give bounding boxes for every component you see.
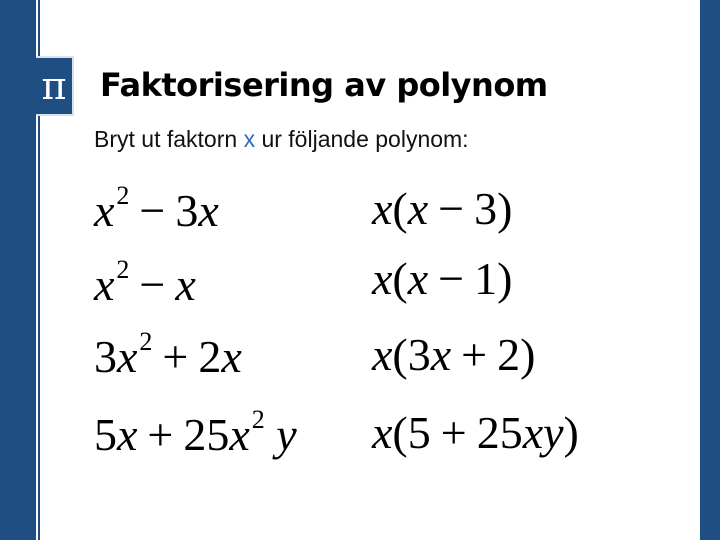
slide-title: Faktorisering av polynom <box>100 66 548 104</box>
expression-1: $x^2 - 3x$ <box>94 181 219 236</box>
instruction-text <box>94 126 469 153</box>
pi-icon: π <box>41 64 67 108</box>
instruction-before: Bryt ut faktorn <box>94 126 244 152</box>
expression-2: $x^2 - x$ <box>94 255 196 310</box>
instruction-highlight: x <box>243 126 256 152</box>
expression-3: $3x^2 + 2x$ <box>94 327 242 382</box>
instruction-after: ur följande polynom: <box>255 126 469 152</box>
pi-logo <box>36 56 74 116</box>
answer-4: x(5 + 25xy) <box>372 407 579 458</box>
answer-3: x(3x + 2) <box>372 329 536 380</box>
answer-2: x(x − 1) <box>372 253 513 304</box>
left-accent-bar <box>0 0 36 540</box>
expression-4: $5x + 25x^2$ y <box>94 405 297 460</box>
right-accent-bar <box>700 0 720 540</box>
answer-1: x(x − 3) <box>372 183 513 234</box>
